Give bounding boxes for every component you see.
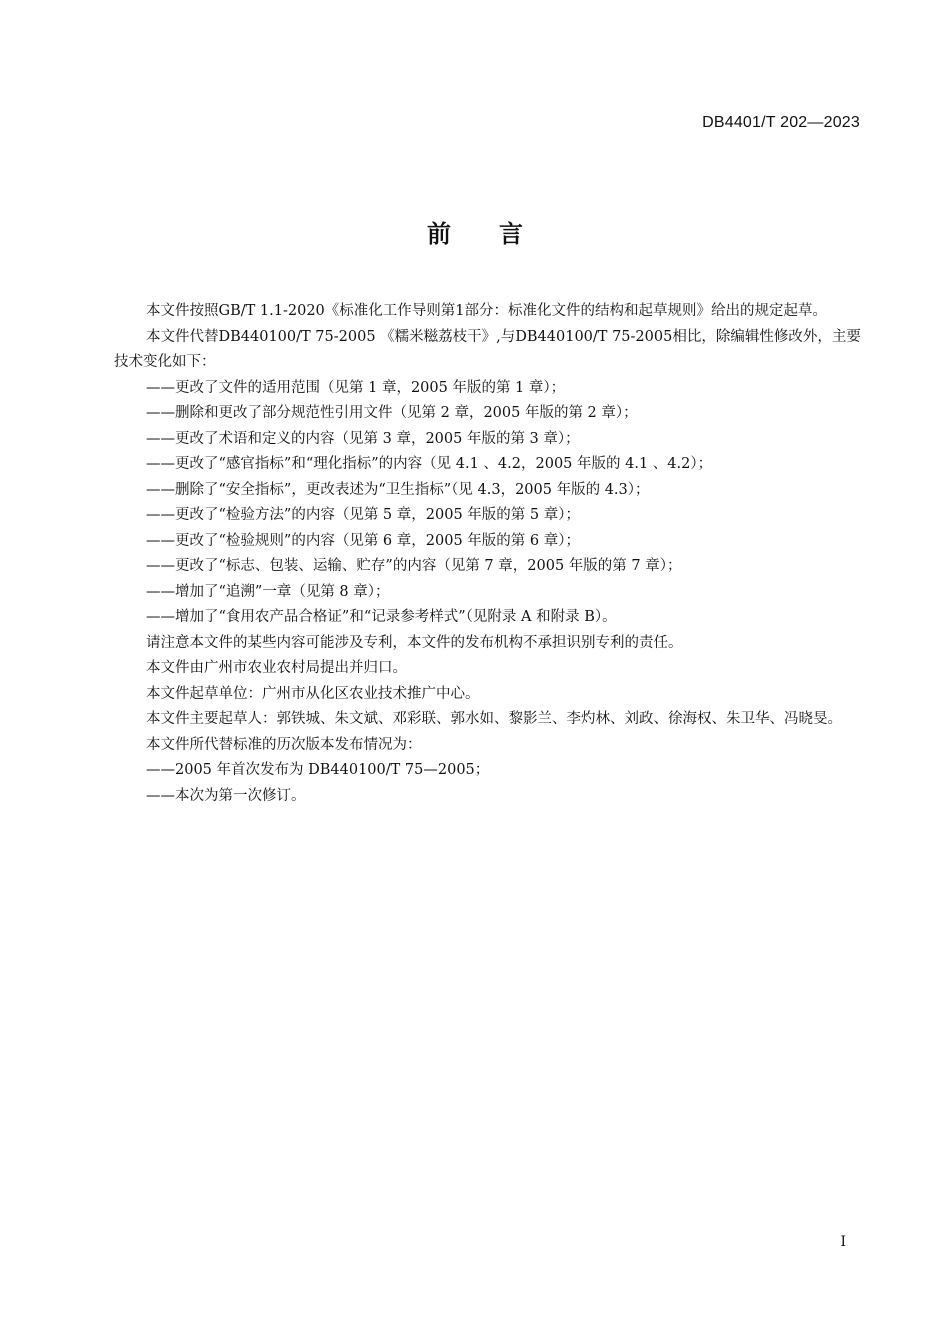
- foreword-body: [114, 299, 864, 809]
- change-item: ——增加了“追溯”一章（见第 8 章）；: [146, 583, 390, 600]
- paragraph-proposer: 本文件由广州市农业农村局提出并归口。: [146, 660, 407, 676]
- change-item: ——更改了“标志、包装、运输、贮存”的内容（见第 7 章，2005 年版的第 7 章）；: [146, 558, 682, 574]
- change-item: ——更改了文件的适用范围（见第 1 章，2005 年版的第 1 章）；: [146, 379, 566, 396]
- document-code: DB4401/T 202—2023: [702, 114, 860, 131]
- page-number: I: [840, 1234, 846, 1250]
- paragraph-drafting-rules: 本文件按照GB/T 1.1-2020《标准化工作导则第1部分：标准化文件的结构和起草规则》给出的规定起草。: [146, 303, 827, 319]
- change-item: ——增加了“食用农产品合格证”和“记录参考样式”（见附录 A 和附录 B）。: [146, 609, 617, 625]
- paragraph-replacement: 本文件代替DB440100/T 75-2005 《糯米糍荔枝干》,与DB440100/T 75-2005相比，除编辑性修改外，主要技术变化如下：: [114, 328, 861, 370]
- change-item: ——更改了术语和定义的内容（见第 3 章，2005 年版的第 3 章）；: [146, 430, 580, 447]
- change-item: ——更改了“感官指标”和“理化指标”的内容（见 4.1 、4.2，2005 年版的 4.1 、4.2）；: [146, 456, 713, 472]
- change-item: ——更改了“检验方法”的内容（见第 5 章，2005 年版的第 5 章）；: [146, 507, 580, 523]
- change-item: ——删除了“安全指标”，更改表述为“卫生指标”（见 4.3，2005 年版的 4.3）；: [146, 481, 650, 498]
- paragraph-drafters: 本文件主要起草人：郭铁城、朱文斌、邓彩联、郭水如、黎影兰、李灼林、刘政、徐海权、朱卫华、冯晓旻。: [146, 711, 842, 727]
- paragraph-patent-notice: 请注意本文件的某些内容可能涉及专利，本文件的发布机构不承担识别专利的责任。: [146, 634, 683, 651]
- change-item: ——删除和更改了部分规范性引用文件（见第 2 章，2005 年版的第 2 章）；: [146, 405, 638, 421]
- history-item: ——2005 年首次发布为 DB440100/T 75—2005；: [146, 762, 490, 778]
- paragraph-drafting-unit: 本文件起草单位：广州市从化区农业技术推广中心。: [146, 685, 480, 702]
- paragraph-history-intro: 本文件所代替标准的历次版本发布情况为：: [146, 736, 422, 753]
- change-item: ——更改了“检验规则”的内容（见第 6 章，2005 年版的第 6 章）；: [146, 532, 580, 549]
- page-title: 前言: [427, 220, 571, 248]
- history-item: ——本次为第一次修订。: [146, 787, 306, 804]
